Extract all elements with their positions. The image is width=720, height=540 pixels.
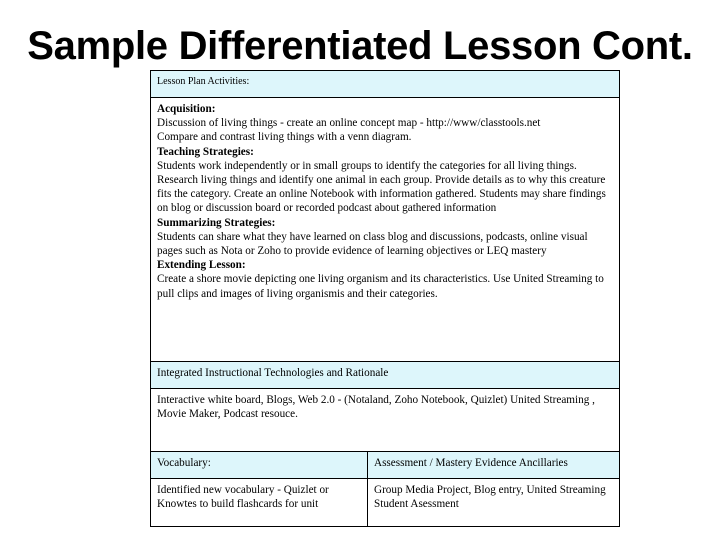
vocabulary-header: Vocabulary: (157, 457, 211, 469)
teaching-strategies-line-1: Students work independently or in small groups to identify the categories for all living things. (157, 159, 577, 172)
vocabulary-body: Identified new vocabulary - Quizlet or Knowtes to build flashcards for unit (157, 484, 329, 511)
acquisition-heading: Acquisition: (157, 103, 216, 115)
slide-title: Sample Differentiated Lesson Cont. (27, 24, 693, 68)
teaching-strategies-line-2: Research living things and identify one animal in each group. Provide details as to why this creature fits the category. Create an online Notebook with information gathered. Students may share findings on blog or discussion board or recorded podcast about gathered information (157, 174, 606, 215)
summarizing-strategies-text: Students can share what they have learned on class blog and discussions, podcasts, online visual pages such as Nota or Zoho to provide evidence of learning objectives or LEQ mastery (157, 230, 588, 258)
assessment-header: Assessment / Mastery Evidence Ancillaries (374, 457, 568, 469)
lesson-plan-table (150, 70, 620, 527)
tech-body-cell (151, 389, 620, 452)
activities-header: Lesson Plan Activities: (157, 76, 250, 87)
activities-header-cell (151, 71, 620, 98)
assessment-body: Group Media Project, Blog entry, United Streaming Student Asessment (374, 484, 606, 511)
tech-header-cell (151, 362, 620, 389)
assessment-body-cell (368, 479, 620, 527)
extending-lesson-text: Create a shore movie depicting one living organism and its characteristics. Use United Streaming to pull clips and images of living organismis and their categories. (157, 273, 604, 300)
activities-cell (151, 98, 620, 362)
tech-header: Integrated Instructional Technologies and Rationale (157, 367, 389, 379)
tech-body: Interactive white board, Blogs, Web 2.0 - (Notaland, Zoho Notebook, Quizlet) United Streaming , Movie Maker, Podcast resouce. (157, 394, 595, 421)
acquisition-line-1: Discussion of living things - create an online concept map - http://www/classtools.net (157, 117, 541, 130)
acquisition-line-2: Compare and contrast living things with a venn diagram. (157, 131, 412, 144)
vocabulary-header-cell (151, 452, 368, 479)
extending-lesson-heading: Extending Lesson: (157, 259, 246, 272)
assessment-header-cell (368, 452, 620, 479)
summarizing-strategies-heading: Summarizing Strategies: (157, 216, 276, 229)
vocabulary-body-cell (151, 479, 368, 527)
teaching-strategies-heading: Teaching Strategies: (157, 145, 254, 158)
